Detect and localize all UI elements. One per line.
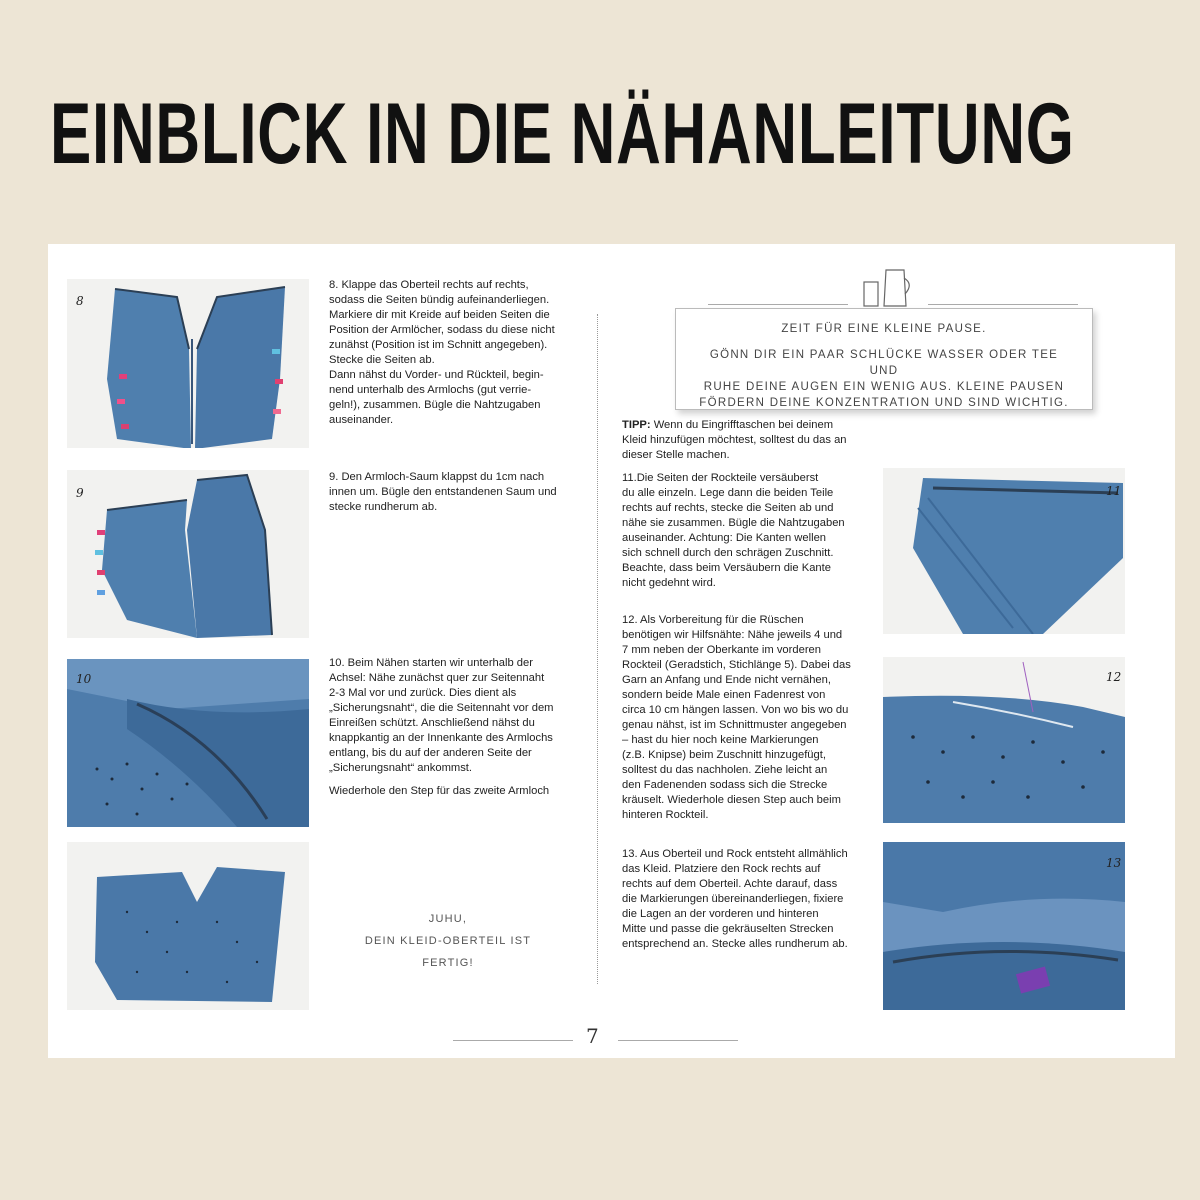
page-fold <box>597 314 598 984</box>
step-10-text: 10. Beim Nähen starten wir unterhalb der Achsel: Nähe zunächst quer zur Seitennaht 2-3 Mal vor und zurück. Dies dient als „Sicherungsnaht“, die die Seitennaht vor dem Einreißen schützt. Anschließend nähst du knappkantig an der Innenkante des Armlochs entlang, bis du auf der anderen Seite der „Sicherungsnaht“ ankommst. Wiederhole den Step für das zweite Armloch <box>329 657 554 797</box>
instruction-spread <box>48 244 1175 1058</box>
step-10-photo <box>67 659 309 827</box>
step-8-photo <box>67 279 309 448</box>
tipp-label: TIPP: <box>622 419 651 431</box>
step-12-text: 12. Als Vorbereitung für die Rüschen benötigen wir Hilfsnähte: Nähe jeweils 4 und 7 mm neben der Oberkante im vorderen Rockteil (Geradstich, Stichlänge 5). Dabei das Garn an Anfang und Ende nicht vernähen, sondern beide Male einen Fadenrest von circa 10 cm hängen lassen. Von wo bis wo du genau nähst, ist im Schnittmuster angegeben – hast du hier noch keine Markierungen (z.B. Knipse) beim Zuschnitt hinzugefügt, solltest du das nachholen. Ziehe leicht an den Fadenenden sodass sich die Strecke kräuselt. Wiederhole diesen Step auch beim hinteren Rockteil. <box>622 614 851 821</box>
page-number: 7 <box>586 1024 599 1048</box>
tipp-text: TIPP: Wenn du Eingrifftaschen bei deinem Kleid hinzufügen möchtest, solltest du das an dieser Stelle machen. <box>622 419 847 461</box>
step-13-photo <box>883 842 1125 1010</box>
photo-number-12: 12 <box>1106 670 1122 684</box>
water-glass-icon <box>860 264 916 310</box>
footer-line-left <box>453 1040 573 1041</box>
finished-bodice-photo <box>67 842 309 1010</box>
photo-number-11: 11 <box>1106 484 1122 498</box>
step-11-text: 11.Die Seiten der Rockteile versäuberst du alle einzeln. Lege dann die beiden Teile rechts auf rechts, stecke die Seiten ab und nähe sie zusammen. Bügle die Nahtzugaben auseinander. Achtung: Die Kanten wellen sich schnell durch den schrägen Zuschnitt. Beachte, dass beim Versäubern die Kante nicht gedehnt wird. <box>622 472 845 589</box>
footer-line-right <box>618 1040 738 1041</box>
photo-number-13: 13 <box>1106 856 1122 870</box>
step-11-photo <box>883 468 1125 634</box>
page-title: EINBLICK IN DIE NÄHANLEITUNG <box>50 86 1075 182</box>
photo-number-8: 8 <box>76 294 84 308</box>
step-12-photo <box>883 657 1125 823</box>
deco-line <box>708 304 848 305</box>
pause-body: GÖNN DIR EIN PAAR SCHLÜCKE WASSER ODER TEE UND RUHE DEINE AUGEN EIN WENIG AUS. KLEINE PAUSEN FÖRDERN DEINE KONZENTRATION UND SIND WICHTIG. <box>699 349 1069 409</box>
photo-number-10: 10 <box>76 672 92 686</box>
pause-box <box>675 308 1093 410</box>
bodice-finished-note: JUHU, DEIN KLEID-OBERTEIL IST FERTIG! <box>364 913 532 969</box>
step-13-text: 13. Aus Oberteil und Rock entsteht allmählich das Kleid. Platziere den Rock rechts auf rechts auf dem Oberteil. Achte darauf, dass die Markierungen übereinanderliegen, fixiere die Lagen an der vorderen und hinteren Mitte und passe die gekräuselten Strecken entsprechend an. Stecke alles rundherum ab. <box>622 848 848 950</box>
photo-number-9: 9 <box>76 486 84 500</box>
step-8-text: 8. Klappe das Oberteil rechts auf rechts, sodass die Seiten bündig aufeinanderliegen. Markiere dir mit Kreide auf beiden Seiten die Position der Armlöcher, sodass du diese nicht zunähst (Position ist im Schnitt angegeben). Stecke die Seiten ab. Dann nähst du Vorder- und Rückteil, begin- nend unterhalb des Armlochs (gut verrie- geln!), zusammen. Bügle die Nahtzugaben auseinander. <box>329 279 555 426</box>
step-9-photo <box>67 470 309 638</box>
pause-title: ZEIT FÜR EINE KLEINE PAUSE. <box>781 323 987 335</box>
deco-line <box>928 304 1078 305</box>
step-9-text: 9. Den Armloch-Saum klappst du 1cm nach innen um. Bügle den entstandenen Saum und stecke rundherum ab. <box>329 471 557 513</box>
